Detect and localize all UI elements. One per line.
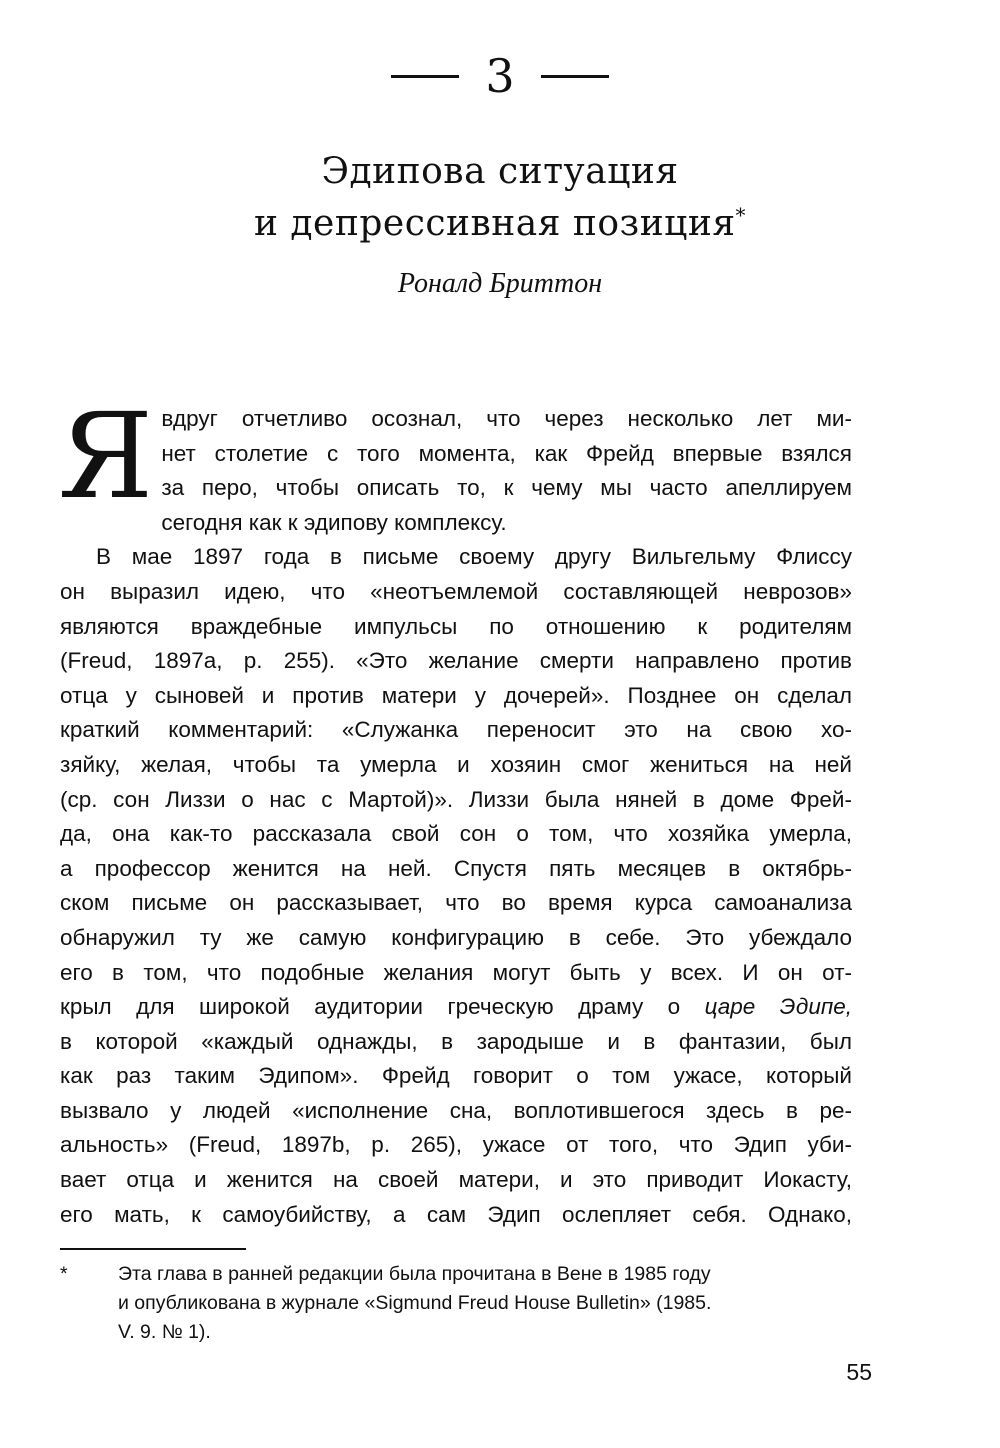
paragraph-1 (58, 387, 852, 540)
chapter-number-text: 3 (485, 49, 515, 103)
text-line: (Freud, 1897a, p. 255). «Это желание смерти направлено против (60, 648, 852, 674)
text-line: сегодня как к эдипову комплексу. (161, 509, 507, 535)
text-line: являются враждебные импульсы по отношению к родителям (60, 613, 852, 639)
text-line: зяйку, желая, чтобы та умерла и хозяин смог жениться на ней (60, 751, 852, 777)
chapter-number (0, 50, 1000, 102)
paragraph-2 (60, 540, 852, 1232)
italic-title: царе Эдипе, (704, 994, 852, 1020)
right-dash (541, 75, 609, 78)
text-line: В мае 1897 года в письме своему другу Вильгельму Флиссу (96, 544, 852, 570)
text-line: а профессор женится на ней. Спустя пять месяцев в октябрь- (60, 855, 852, 881)
footnote-line: Эта глава в ранней редакции была прочитана в Вене в 1985 году (118, 1263, 711, 1285)
footnote-line: V. 9. № 1). (118, 1321, 211, 1343)
author-name: Роналд Бриттон (397, 268, 603, 299)
footnote (60, 1260, 852, 1347)
text-line: за перо, чтобы описать то, к чему мы часто апеллируем (161, 475, 852, 501)
text-line: ском письме он рассказывает, что во время курса самоанализа (60, 890, 852, 916)
chapter-title-line2-text: и депрессивная позиция (253, 203, 736, 244)
text-line: нет столетие с того момента, как Фрейд впервые взялся (161, 440, 852, 466)
text-line: альность» (Freud, 1897b, p. 265), ужасе от того, что Эдип уби- (60, 1132, 852, 1158)
chapter-title-line2 (0, 198, 1000, 250)
text-line: вызвало у людей «исполнение сна, воплотившегося здесь в ре- (60, 1097, 852, 1123)
text-line: отца у сыновей и против матери у дочерей». Позднее он сделал (60, 682, 852, 708)
chapter-title (0, 146, 1000, 250)
footnote-rule (60, 1248, 246, 1250)
text-line: его в том, что подобные желания могут быть у всех. И он от- (60, 959, 852, 985)
footnote-marker: * (735, 203, 747, 227)
text-line: вает отца и женится на своей матери, и это приводит Иокасту, (60, 1167, 852, 1193)
drop-cap: Я (58, 387, 154, 525)
text-line: краткий комментарий: «Служанка переносит это на свою хо- (60, 717, 852, 743)
page-number: 55 (846, 1359, 872, 1385)
left-dash (391, 75, 459, 78)
text-line: он выразил идею, что «неотъемлемой составляющей неврозов» (60, 578, 852, 604)
text-line: в которой «каждый однажды, в зародыше и в фантазии, был (60, 1028, 852, 1054)
text-line (60, 990, 852, 1025)
body-text (58, 387, 852, 1232)
footnote-line: и опубликована в журнале «Sigmund Freud House Bulletin» (1985. (118, 1292, 712, 1314)
footnote-text (118, 1260, 852, 1347)
chapter-title-line1: Эдипова ситуация (321, 151, 679, 192)
text-line: как раз таким Эдипом». Фрейд говорит о том ужасе, который (60, 1063, 852, 1089)
text-line: его мать, к самоубийству, а сам Эдип ослепляет себя. Однако, (60, 1201, 852, 1227)
text-line-part: крыл для широкой аудитории греческую драму о (60, 994, 705, 1020)
text-line: вдруг отчетливо осознал, что через несколько лет ми- (161, 406, 852, 431)
text-line: да, она как-то рассказала свой сон о том, что хозяйка умерла, (60, 821, 852, 847)
text-line: (ср. сон Лиззи о нас с Мартой)». Лиззи была няней в доме Фрей- (60, 786, 852, 812)
footnote-star: * (60, 1263, 68, 1285)
text-line: обнаружил ту же самую конфигурацию в себе. Это убеждало (60, 924, 852, 950)
